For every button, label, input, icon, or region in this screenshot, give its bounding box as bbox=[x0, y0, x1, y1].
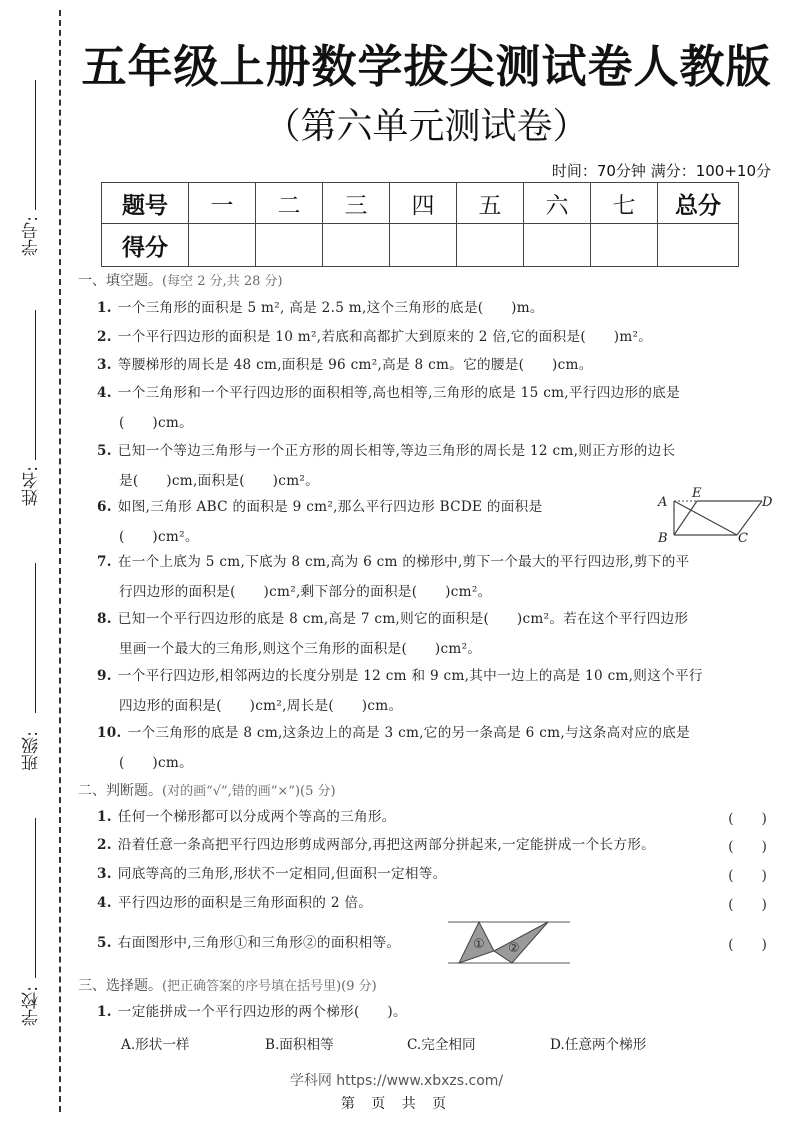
score-header-cell: 总分 bbox=[658, 183, 739, 224]
judge-question-3 bbox=[97, 859, 772, 889]
question-text: 右面图形中,三角形①和三角形②的面积相等。 bbox=[117, 935, 401, 951]
school-underline bbox=[35, 818, 36, 978]
binding-cut-line bbox=[59, 10, 61, 1112]
question-number: 1. bbox=[97, 809, 112, 825]
question-text: 一个平行四边形的面积是 10 m²,若底和高都扩大到原来的 2 倍,它的面积是( )m²。 bbox=[117, 329, 653, 345]
judge-answer-5[interactable]: ( ) bbox=[728, 937, 767, 953]
question-text: 任何一个梯形都可以分成两个等高的三角形。 bbox=[117, 809, 396, 825]
choice-question-1 bbox=[97, 997, 772, 1027]
question-text: 如图,三角形 ABC 的面积是 9 cm²,那么平行四边形 BCDE 的面积是 bbox=[117, 499, 543, 515]
judge-question-5 bbox=[97, 928, 457, 958]
fill-question-6 bbox=[97, 492, 637, 552]
judge-answer-4[interactable]: ( ) bbox=[728, 897, 767, 913]
question-number: 7. bbox=[97, 554, 112, 570]
judge-answer-2[interactable]: ( ) bbox=[728, 839, 767, 855]
question-number: 2. bbox=[97, 329, 112, 345]
score-header-cell: 七 bbox=[591, 183, 658, 224]
section3-note: (把正确答案的序号填在括号里)(9 分) bbox=[162, 979, 377, 994]
question-number: 8. bbox=[97, 611, 112, 627]
score-header-cell: 一 bbox=[189, 183, 256, 224]
score-cell-total[interactable] bbox=[658, 224, 739, 267]
question-number: 4. bbox=[97, 895, 112, 911]
score-table-header-row bbox=[102, 183, 739, 224]
fill-question-3 bbox=[97, 350, 772, 380]
question-text-cont: ( )cm²。 bbox=[119, 529, 199, 545]
question-text: 一个平行四边形,相邻两边的长度分别是 12 cm 和 9 cm,其中一边上的高是 10 cm,则这个平行 bbox=[117, 668, 703, 684]
question-number: 2. bbox=[97, 837, 112, 853]
label-e: E bbox=[692, 486, 702, 501]
question-number: 1. bbox=[97, 1004, 112, 1020]
question-number: 3. bbox=[97, 357, 112, 373]
name-field[interactable] bbox=[20, 310, 44, 510]
class-field[interactable] bbox=[20, 563, 44, 783]
fill-question-10 bbox=[97, 718, 772, 778]
question-text: 等腰梯形的周长是 48 cm,面积是 96 cm²,高是 8 cm。它的腰是( )cm。 bbox=[117, 357, 593, 373]
question-text-cont: ( )cm。 bbox=[119, 755, 193, 771]
section1-title: 一、填空题。 bbox=[78, 273, 162, 289]
name-underline bbox=[35, 310, 36, 460]
section2-title: 二、判断题。 bbox=[78, 783, 162, 799]
choice-option-a[interactable]: A.形状一样 bbox=[121, 1037, 190, 1053]
question-text: 一个三角形的面积是 5 m², 高是 2.5 m,这个三角形的底是( )m。 bbox=[117, 300, 544, 316]
fill-question-8 bbox=[97, 604, 772, 664]
score-cell[interactable] bbox=[323, 224, 390, 267]
triangle-2-label: ② bbox=[508, 941, 520, 956]
label-c: C bbox=[738, 531, 748, 544]
parallelogram-figure bbox=[652, 484, 782, 544]
score-header-cell: 六 bbox=[524, 183, 591, 224]
question-text: 已知一个等边三角形与一个正方形的周长相等,等边三角形的周长是 12 cm,则正方形的边长 bbox=[117, 443, 676, 459]
question-number: 1. bbox=[97, 300, 112, 316]
question-number: 3. bbox=[97, 866, 112, 882]
judge-question-4 bbox=[97, 888, 772, 918]
student-number-label: 学号: bbox=[22, 216, 42, 256]
school-field[interactable] bbox=[20, 818, 44, 1038]
section1-heading bbox=[78, 270, 283, 290]
label-a: A bbox=[658, 495, 668, 510]
question-number: 4. bbox=[97, 385, 112, 401]
section1-note: (每空 2 分,共 28 分) bbox=[162, 274, 283, 289]
score-table bbox=[101, 182, 739, 267]
footer-page-number: 第 页 共 页 bbox=[340, 1096, 453, 1112]
school-label: 学校: bbox=[22, 986, 42, 1026]
score-header-cell: 二 bbox=[256, 183, 323, 224]
score-cell[interactable] bbox=[524, 224, 591, 267]
section2-note: (对的画“√”,错的画“×”)(5 分) bbox=[162, 784, 336, 799]
page-subtitle: （第六单元测试卷） bbox=[264, 106, 589, 147]
question-text: 一定能拼成一个平行四边形的两个梯形( )。 bbox=[117, 1004, 407, 1020]
triangle-1-label: ① bbox=[473, 937, 485, 952]
question-text: 沿着任意一条高把平行四边形剪成两部分,再把这两部分拼起来,一定能拼成一个长方形。 bbox=[117, 837, 655, 853]
score-header-cell: 题号 bbox=[102, 183, 189, 224]
fill-question-7 bbox=[97, 547, 772, 607]
label-d: D bbox=[762, 495, 773, 510]
score-cell[interactable] bbox=[591, 224, 658, 267]
score-header-cell: 三 bbox=[323, 183, 390, 224]
question-text-cont: 行四边形的面积是( )cm²,剩下部分的面积是( )cm²。 bbox=[119, 584, 492, 600]
page-title: 五年级上册数学拔尖测试卷人教版 bbox=[81, 40, 772, 93]
section3-heading bbox=[78, 975, 377, 995]
score-row-label: 得分 bbox=[102, 224, 189, 267]
exam-meta: 时间：70分钟 满分：100+10分 bbox=[551, 162, 771, 180]
footer-source: 学科网 https://www.xbxzs.com/ bbox=[289, 1073, 504, 1089]
question-text: 一个三角形和一个平行四边形的面积相等,高也相等,三角形的底是 15 cm,平行四边形的底是 bbox=[117, 385, 681, 401]
section3-title: 三、选择题。 bbox=[78, 978, 162, 994]
judge-question-1 bbox=[97, 802, 772, 832]
question-number: 5. bbox=[97, 443, 112, 459]
question-number: 6. bbox=[97, 499, 112, 515]
choice-option-c[interactable]: C.完全相同 bbox=[407, 1037, 476, 1053]
judge-question-2 bbox=[97, 830, 772, 860]
score-cell[interactable] bbox=[457, 224, 524, 267]
choice-option-b[interactable]: B.面积相等 bbox=[265, 1037, 334, 1053]
question-text-cont: ( )cm。 bbox=[119, 415, 193, 431]
score-cell[interactable] bbox=[256, 224, 323, 267]
choice-option-d[interactable]: D.任意两个梯形 bbox=[550, 1037, 647, 1053]
question-number: 10. bbox=[97, 725, 122, 741]
question-text-cont: 里画一个最大的三角形,则这个三角形的面积是( )cm²。 bbox=[119, 641, 482, 657]
score-cell[interactable] bbox=[390, 224, 457, 267]
score-header-cell: 五 bbox=[457, 183, 524, 224]
score-table-score-row bbox=[102, 224, 739, 267]
question-number: 5. bbox=[97, 935, 112, 951]
fill-question-2 bbox=[97, 322, 772, 352]
section2-heading bbox=[78, 780, 336, 800]
name-label: 姓名: bbox=[22, 466, 42, 506]
question-text: 在一个上底为 5 cm,下底为 8 cm,高为 6 cm 的梯形中,剪下一个最大的平行四边形,剪下的平 bbox=[117, 554, 690, 570]
question-number: 9. bbox=[97, 668, 112, 684]
class-underline bbox=[35, 563, 36, 713]
question-text-cont: 四边形的面积是( )cm²,周长是( )cm。 bbox=[119, 698, 403, 714]
fill-question-1 bbox=[97, 293, 772, 323]
score-header-cell: 四 bbox=[390, 183, 457, 224]
judge-answer-1[interactable]: ( ) bbox=[728, 811, 767, 827]
question-text: 已知一个平行四边形的底是 8 cm,高是 7 cm,则它的面积是( )cm²。若在这个平行四边形 bbox=[117, 611, 689, 627]
class-label: 班级: bbox=[22, 731, 42, 771]
fill-question-9 bbox=[97, 661, 772, 721]
label-b: B bbox=[658, 531, 668, 544]
judge-answer-3[interactable]: ( ) bbox=[728, 868, 767, 884]
question-text-cont: 是( )cm,面积是( )cm²。 bbox=[119, 473, 320, 489]
question-text: 同底等高的三角形,形状不一定相同,但面积一定相等。 bbox=[117, 866, 447, 882]
score-cell[interactable] bbox=[189, 224, 256, 267]
triangles-figure bbox=[448, 918, 574, 968]
question-text: 平行四边形的面积是三角形面积的 2 倍。 bbox=[117, 895, 373, 911]
question-text: 一个三角形的底是 8 cm,这条边上的高是 3 cm,它的另一条高是 6 cm,与这条高对应的底是 bbox=[127, 725, 691, 741]
fill-question-4 bbox=[97, 378, 772, 438]
